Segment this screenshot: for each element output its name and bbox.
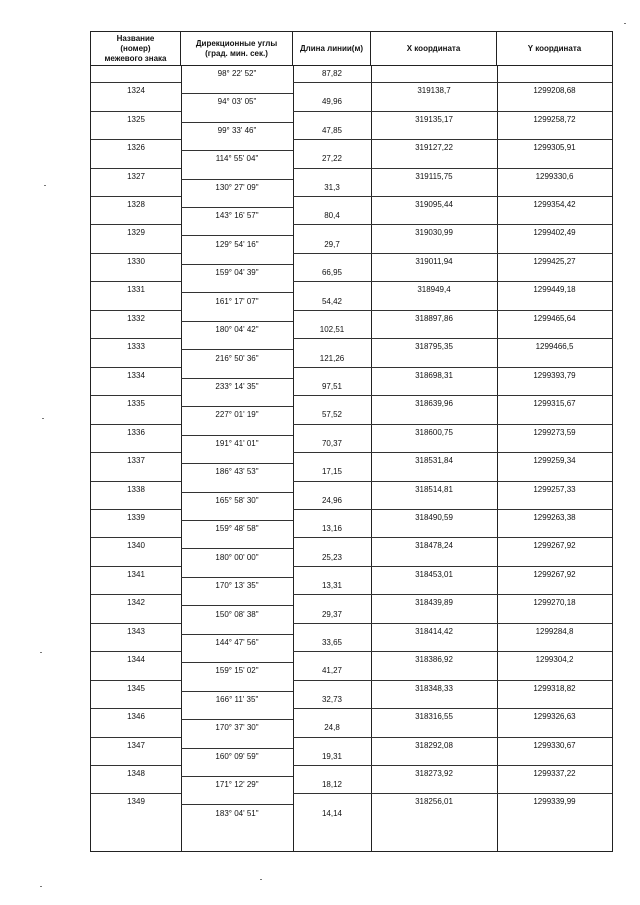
row-separator bbox=[181, 662, 293, 663]
row-separator bbox=[293, 424, 371, 425]
row-separator bbox=[181, 292, 293, 293]
point-name: 1336 bbox=[127, 427, 145, 437]
segment-bearing: 171° 12' 29" bbox=[215, 780, 259, 790]
point-x-coordinate: 318386,92 bbox=[415, 655, 453, 665]
row-separator bbox=[293, 594, 371, 595]
row-separator bbox=[293, 281, 371, 282]
segment-length: 13,16 bbox=[321, 524, 343, 534]
row-separator bbox=[181, 93, 293, 94]
point-name: 1331 bbox=[127, 285, 145, 295]
row-separator bbox=[371, 680, 497, 681]
row-separator bbox=[371, 367, 497, 368]
point-y-coordinate: 1299318,82 bbox=[533, 683, 576, 693]
point-x-coordinate: 319115,75 bbox=[415, 171, 453, 181]
segment-bearing: 227° 01' 19" bbox=[215, 410, 259, 420]
row-separator bbox=[293, 196, 371, 197]
point-x-coordinate: 318348,33 bbox=[415, 683, 453, 693]
row-separator bbox=[181, 776, 293, 777]
segment-bearing: 183° 04' 51" bbox=[215, 808, 259, 818]
point-x-coordinate: 319138,7 bbox=[417, 86, 451, 96]
row-separator bbox=[371, 224, 497, 225]
row-separator bbox=[181, 577, 293, 578]
row-separator bbox=[497, 566, 612, 567]
row-separator bbox=[293, 651, 371, 652]
point-y-coordinate: 1299466,5 bbox=[535, 342, 574, 352]
segment-bearing: 98° 22' 52" bbox=[217, 69, 257, 78]
row-separator bbox=[371, 651, 497, 652]
row-separator bbox=[497, 708, 612, 709]
row-separator bbox=[91, 253, 181, 254]
row-separator bbox=[497, 310, 612, 311]
row-separator bbox=[181, 719, 293, 720]
point-name: 1325 bbox=[127, 114, 145, 124]
point-x-coordinate: 318795,35 bbox=[415, 342, 453, 352]
row-separator bbox=[91, 566, 181, 567]
row-separator bbox=[181, 804, 293, 805]
row-separator bbox=[293, 737, 371, 738]
point-name: 1335 bbox=[127, 399, 145, 409]
boundary-coordinates-table bbox=[90, 31, 613, 852]
row-separator bbox=[497, 253, 612, 254]
point-x-coordinate: 319011,94 bbox=[415, 256, 453, 266]
point-name: 1330 bbox=[127, 256, 145, 266]
row-separator bbox=[293, 680, 371, 681]
point-name: 1347 bbox=[127, 740, 145, 750]
row-separator bbox=[497, 395, 612, 396]
point-y-coordinate: 1299465,64 bbox=[533, 313, 576, 323]
row-separator bbox=[497, 281, 612, 282]
point-y-coordinate: 1299305,91 bbox=[533, 143, 576, 153]
scan-speck bbox=[42, 418, 44, 419]
segment-length: 97,51 bbox=[321, 381, 343, 391]
row-separator bbox=[91, 111, 181, 112]
row-separator bbox=[91, 651, 181, 652]
segment-length: 31,3 bbox=[324, 182, 340, 192]
row-separator bbox=[181, 605, 293, 606]
point-y-coordinate: 1299393,79 bbox=[533, 370, 576, 380]
segment-bearing: 170° 13' 35" bbox=[215, 581, 259, 591]
row-separator bbox=[497, 680, 612, 681]
point-y-coordinate: 1299330,6 bbox=[535, 171, 574, 181]
row-separator bbox=[371, 737, 497, 738]
row-separator bbox=[371, 452, 497, 453]
point-y-coordinate: 1299337,22 bbox=[533, 769, 576, 779]
point-y-coordinate: 1299304,2 bbox=[535, 655, 574, 665]
row-separator bbox=[371, 566, 497, 567]
point-y-coordinate: 1299354,42 bbox=[533, 200, 576, 210]
point-x-coordinate: 318698,31 bbox=[415, 370, 453, 380]
row-separator bbox=[91, 338, 181, 339]
row-separator bbox=[181, 207, 293, 208]
point-x-coordinate: 318490,59 bbox=[415, 512, 453, 522]
segment-length: 19,31 bbox=[321, 751, 343, 761]
row-separator bbox=[293, 367, 371, 368]
table-body bbox=[91, 66, 612, 851]
point-name: 1340 bbox=[127, 541, 145, 551]
point-x-coordinate: 318292,08 bbox=[415, 740, 453, 750]
point-name: 1345 bbox=[127, 683, 145, 693]
row-separator bbox=[91, 623, 181, 624]
row-separator bbox=[497, 737, 612, 738]
row-separator bbox=[371, 395, 497, 396]
row-separator bbox=[371, 82, 497, 83]
point-x-coordinate: 318949,4 bbox=[417, 285, 451, 295]
segment-bearing: 144° 47' 56" bbox=[215, 638, 259, 647]
segment-length: 102,51 bbox=[319, 325, 345, 335]
point-x-coordinate: 318453,01 bbox=[415, 569, 453, 579]
segment-length: 13,31 bbox=[321, 581, 343, 591]
point-name: 1327 bbox=[127, 171, 145, 181]
row-separator bbox=[91, 224, 181, 225]
row-separator bbox=[181, 634, 293, 635]
point-x-coordinate: 318514,81 bbox=[415, 484, 453, 494]
row-separator bbox=[181, 691, 293, 692]
point-name: 1343 bbox=[127, 626, 145, 636]
row-separator bbox=[91, 737, 181, 738]
row-separator bbox=[293, 566, 371, 567]
row-separator bbox=[181, 748, 293, 749]
row-separator bbox=[181, 264, 293, 265]
segment-length: 25,23 bbox=[321, 552, 343, 562]
point-y-coordinate: 1299273,59 bbox=[533, 427, 576, 437]
row-separator bbox=[181, 150, 293, 151]
row-separator bbox=[293, 623, 371, 624]
row-separator bbox=[293, 310, 371, 311]
row-separator bbox=[293, 168, 371, 169]
segment-bearing: 186° 43' 53" bbox=[215, 467, 259, 477]
point-x-coordinate: 318478,24 bbox=[415, 541, 453, 551]
row-separator bbox=[181, 179, 293, 180]
row-separator bbox=[91, 793, 181, 794]
row-separator bbox=[91, 509, 181, 510]
point-x-coordinate: 318600,75 bbox=[415, 427, 453, 437]
row-separator bbox=[497, 424, 612, 425]
table-header bbox=[91, 32, 612, 66]
segment-length: 87,82 bbox=[321, 69, 343, 78]
row-separator bbox=[181, 463, 293, 464]
segment-bearing: 130° 27' 09" bbox=[215, 182, 259, 192]
point-name: 1348 bbox=[127, 769, 145, 779]
point-name: 1341 bbox=[127, 569, 145, 579]
segment-bearing: 165° 58' 30" bbox=[215, 495, 259, 505]
segment-bearing: 129° 54' 16" bbox=[215, 239, 259, 249]
segment-length: 29,7 bbox=[324, 239, 340, 249]
row-separator bbox=[497, 594, 612, 595]
point-name: 1326 bbox=[127, 143, 145, 153]
point-x-coordinate: 318256,01 bbox=[415, 797, 453, 807]
segment-bearing: 161° 17' 07" bbox=[215, 296, 259, 306]
segment-bearing: 143° 16' 57" bbox=[215, 211, 259, 221]
point-x-coordinate: 318439,89 bbox=[415, 598, 453, 608]
row-separator bbox=[91, 452, 181, 453]
segment-bearing: 233° 14' 35" bbox=[215, 381, 259, 391]
scan-speck bbox=[40, 652, 42, 653]
point-y-coordinate: 1299263,38 bbox=[533, 512, 576, 522]
row-separator bbox=[497, 82, 612, 83]
row-separator bbox=[293, 708, 371, 709]
point-name: 1329 bbox=[127, 228, 145, 238]
scan-speck bbox=[44, 185, 46, 186]
scan-speck bbox=[260, 879, 262, 880]
segment-bearing: 159° 48' 58" bbox=[215, 524, 259, 534]
row-separator bbox=[91, 395, 181, 396]
row-separator bbox=[181, 378, 293, 379]
header-point-name: Название (номер) межевого знака bbox=[91, 32, 181, 65]
row-separator bbox=[371, 168, 497, 169]
segment-length: 17,15 bbox=[321, 467, 343, 477]
segment-bearing: 160° 09' 59" bbox=[215, 751, 259, 761]
row-separator bbox=[91, 367, 181, 368]
row-separator bbox=[91, 680, 181, 681]
row-separator bbox=[293, 111, 371, 112]
segment-bearing: 150° 08' 38" bbox=[215, 609, 259, 619]
row-separator bbox=[91, 481, 181, 482]
point-x-coordinate: 319135,17 bbox=[415, 114, 453, 124]
segment-bearing: 94° 03' 05" bbox=[217, 97, 257, 107]
row-separator bbox=[181, 235, 293, 236]
row-separator bbox=[293, 139, 371, 140]
row-separator bbox=[371, 708, 497, 709]
row-separator bbox=[293, 481, 371, 482]
point-y-coordinate: 1299208,68 bbox=[533, 86, 576, 96]
point-y-coordinate: 1299267,92 bbox=[533, 569, 576, 579]
segment-length: 41,27 bbox=[321, 666, 343, 676]
segment-bearing: 216° 50' 36" bbox=[215, 353, 259, 363]
point-name: 1339 bbox=[127, 512, 145, 522]
row-separator bbox=[371, 623, 497, 624]
row-separator bbox=[371, 509, 497, 510]
row-separator bbox=[91, 196, 181, 197]
header-bearing: Дирекционные углы (град. мин. сек.) bbox=[181, 32, 293, 65]
point-y-coordinate: 1299259,34 bbox=[533, 456, 576, 466]
point-x-coordinate: 318897,86 bbox=[415, 313, 453, 323]
point-y-coordinate: 1299270,18 bbox=[533, 598, 576, 608]
point-y-coordinate: 1299258,72 bbox=[533, 114, 576, 124]
row-separator bbox=[91, 310, 181, 311]
row-separator bbox=[497, 338, 612, 339]
point-y-coordinate: 1299449,18 bbox=[533, 285, 576, 295]
segment-bearing: 191° 41' 01" bbox=[215, 438, 259, 448]
point-name: 1337 bbox=[127, 456, 145, 466]
row-separator bbox=[371, 111, 497, 112]
segment-length: 24,8 bbox=[324, 723, 340, 733]
point-y-coordinate: 1299257,33 bbox=[533, 484, 576, 494]
row-separator bbox=[371, 253, 497, 254]
point-name: 1349 bbox=[127, 797, 145, 807]
point-x-coordinate: 318316,55 bbox=[415, 712, 453, 722]
segment-bearing: 180° 04' 42" bbox=[215, 325, 259, 335]
row-separator bbox=[91, 82, 181, 83]
row-separator bbox=[371, 196, 497, 197]
segment-bearing: 99° 33' 46" bbox=[217, 125, 257, 135]
row-separator bbox=[181, 435, 293, 436]
row-separator bbox=[371, 537, 497, 538]
point-name: 1333 bbox=[127, 342, 145, 352]
segment-bearing: 159° 04' 39" bbox=[215, 268, 259, 278]
point-y-coordinate: 1299339,99 bbox=[533, 797, 576, 807]
row-separator bbox=[497, 651, 612, 652]
row-separator bbox=[497, 793, 612, 794]
row-separator bbox=[293, 338, 371, 339]
point-name: 1324 bbox=[127, 86, 145, 96]
point-name: 1332 bbox=[127, 313, 145, 323]
row-separator bbox=[293, 765, 371, 766]
row-separator bbox=[371, 765, 497, 766]
row-separator bbox=[497, 196, 612, 197]
row-separator bbox=[497, 481, 612, 482]
row-separator bbox=[497, 367, 612, 368]
row-separator bbox=[497, 224, 612, 225]
point-y-coordinate: 1299425,27 bbox=[533, 256, 576, 266]
header-y-coordinate: Y координата bbox=[527, 43, 582, 53]
point-name: 1344 bbox=[127, 655, 145, 665]
row-separator bbox=[91, 139, 181, 140]
row-separator bbox=[497, 765, 612, 766]
row-separator bbox=[497, 111, 612, 112]
point-name: 1328 bbox=[127, 200, 145, 210]
segment-bearing: 166° 11' 35" bbox=[215, 694, 259, 704]
point-x-coordinate: 319127,22 bbox=[415, 143, 453, 153]
row-separator bbox=[181, 520, 293, 521]
row-separator bbox=[293, 537, 371, 538]
segment-length: 54,42 bbox=[321, 296, 343, 306]
row-separator bbox=[497, 623, 612, 624]
point-y-coordinate: 1299326,63 bbox=[533, 712, 576, 722]
row-separator bbox=[293, 793, 371, 794]
row-separator bbox=[293, 509, 371, 510]
row-separator bbox=[371, 481, 497, 482]
row-separator bbox=[91, 594, 181, 595]
segment-length: 33,65 bbox=[321, 638, 343, 647]
row-separator bbox=[497, 168, 612, 169]
point-x-coordinate: 318273,92 bbox=[415, 769, 453, 779]
row-separator bbox=[181, 406, 293, 407]
point-x-coordinate: 319095,44 bbox=[415, 200, 453, 210]
point-name: 1334 bbox=[127, 370, 145, 380]
row-separator bbox=[293, 395, 371, 396]
row-separator bbox=[181, 122, 293, 123]
scan-speck bbox=[40, 886, 42, 887]
row-separator bbox=[181, 349, 293, 350]
row-separator bbox=[497, 139, 612, 140]
segment-length: 27,22 bbox=[321, 154, 343, 164]
segment-length: 32,73 bbox=[321, 694, 343, 704]
point-x-coordinate: 319030,99 bbox=[415, 228, 453, 238]
point-x-coordinate: 318639,96 bbox=[415, 399, 453, 409]
segment-length: 18,12 bbox=[321, 780, 343, 790]
row-separator bbox=[371, 139, 497, 140]
segment-length: 66,95 bbox=[321, 268, 343, 278]
row-separator bbox=[91, 168, 181, 169]
row-separator bbox=[371, 310, 497, 311]
row-separator bbox=[181, 548, 293, 549]
point-y-coordinate: 1299267,92 bbox=[533, 541, 576, 551]
header-line-length: Длина линии(м) bbox=[293, 32, 371, 65]
segment-bearing: 170° 37' 30" bbox=[215, 723, 259, 733]
segment-length: 49,96 bbox=[321, 97, 343, 107]
row-separator bbox=[91, 537, 181, 538]
point-name: 1346 bbox=[127, 712, 145, 722]
segment-length: 47,85 bbox=[321, 125, 343, 135]
segment-bearing: 114° 55' 04" bbox=[215, 154, 259, 164]
segment-length: 14,14 bbox=[321, 808, 343, 818]
segment-length: 57,52 bbox=[321, 410, 343, 420]
scan-speck bbox=[624, 23, 626, 24]
row-separator bbox=[293, 253, 371, 254]
point-y-coordinate: 1299330,67 bbox=[533, 740, 576, 750]
point-x-coordinate: 318531,84 bbox=[415, 456, 453, 466]
point-y-coordinate: 1299284,8 bbox=[535, 626, 574, 636]
row-separator bbox=[91, 708, 181, 709]
segment-bearing: 159° 15' 02" bbox=[215, 666, 259, 676]
row-separator bbox=[371, 594, 497, 595]
row-separator bbox=[497, 537, 612, 538]
point-name: 1342 bbox=[127, 598, 145, 608]
segment-length: 70,37 bbox=[321, 438, 343, 448]
row-separator bbox=[293, 224, 371, 225]
row-separator bbox=[293, 82, 371, 83]
row-separator bbox=[371, 281, 497, 282]
row-separator bbox=[371, 793, 497, 794]
row-separator bbox=[181, 321, 293, 322]
row-separator bbox=[91, 281, 181, 282]
point-y-coordinate: 1299402,49 bbox=[533, 228, 576, 238]
row-separator bbox=[181, 492, 293, 493]
point-y-coordinate: 1299315,67 bbox=[533, 399, 576, 409]
segment-length: 24,96 bbox=[321, 495, 343, 505]
segment-length: 80,4 bbox=[324, 211, 340, 221]
row-separator bbox=[497, 509, 612, 510]
point-name: 1338 bbox=[127, 484, 145, 494]
segment-bearing: 180° 00' 00" bbox=[215, 552, 259, 562]
point-x-coordinate: 318414,42 bbox=[415, 626, 453, 636]
header-x-coordinate: X координата bbox=[371, 32, 497, 65]
row-separator bbox=[293, 452, 371, 453]
row-separator bbox=[497, 452, 612, 453]
row-separator bbox=[371, 338, 497, 339]
segment-length: 121,26 bbox=[319, 353, 345, 363]
row-separator bbox=[91, 765, 181, 766]
row-separator bbox=[371, 424, 497, 425]
segment-length: 29,37 bbox=[321, 609, 343, 619]
row-separator bbox=[91, 424, 181, 425]
